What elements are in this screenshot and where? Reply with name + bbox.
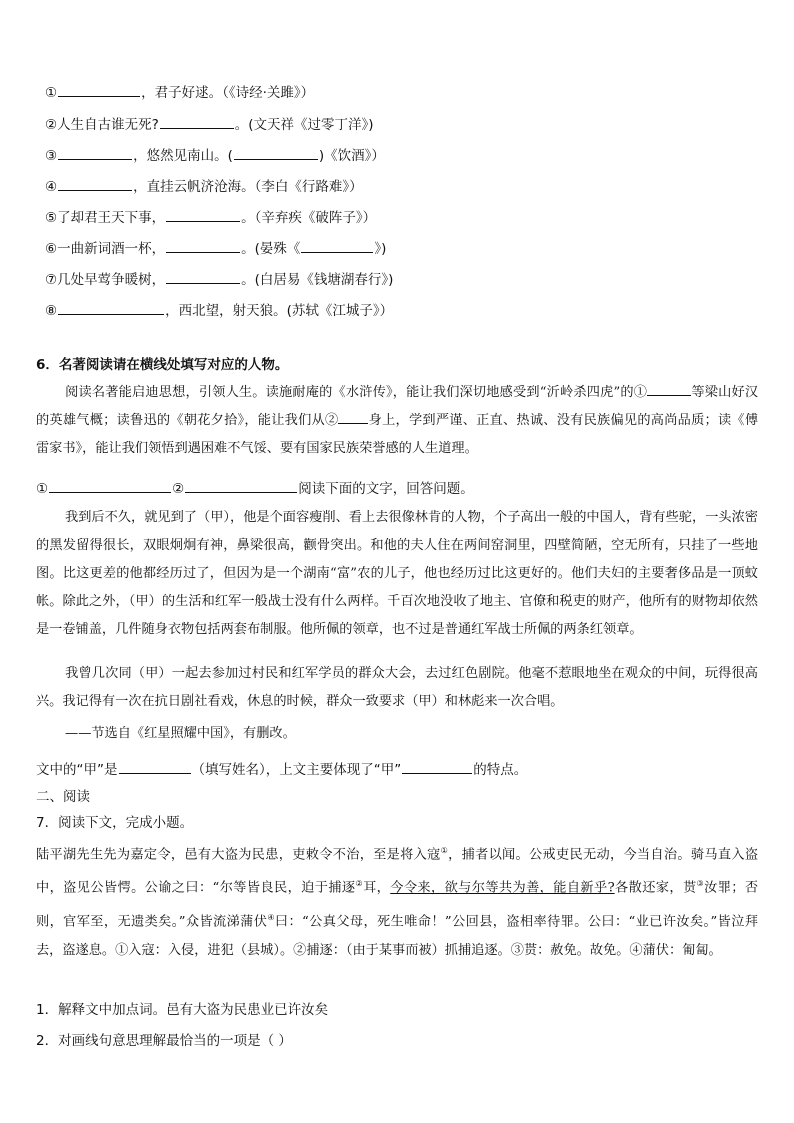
instruction-text: 阅读下面的文字，回答问题。 [298, 481, 474, 497]
poem-suffix: ，直挂云帆济沧海。（李白《行路难》） [133, 179, 363, 195]
answer-blank[interactable] [58, 189, 132, 191]
passage-text: 等梁山好汉的英雄气概；读鲁迅的《朝花夕拾》，能让我们从② [36, 385, 759, 428]
poem-line-4 [45, 175, 363, 195]
question-text: （填写姓名），上文主要体现了“甲” [191, 762, 402, 778]
answer-blank[interactable] [234, 158, 318, 160]
answer-blank[interactable] [119, 772, 191, 774]
answer-label: ② [172, 481, 185, 497]
poem-suffix: 。(文天祥《过零丁洋》) [234, 117, 374, 133]
sub-question-1: 1．解释文中加点词。邑有大盗为民患业已许汝矣 [36, 1002, 329, 1018]
poem-prefix: ⑥一曲新词酒一杯， [45, 241, 166, 257]
poem-line-5 [45, 206, 376, 226]
poem-suffix: 。（辛弃疾《破阵子》） [241, 210, 377, 226]
answer-blank[interactable] [166, 282, 240, 284]
answer-blank[interactable] [160, 127, 234, 129]
underlined-sentence: 今令来，欲与尔等共为善，能自新乎? [390, 880, 615, 896]
answer-label: ① [36, 481, 49, 497]
poem-prefix: ⑦几处早莺争暖树， [45, 272, 166, 288]
poem-prefix: ④ [45, 179, 58, 195]
section-heading: 二、阅读 [36, 789, 90, 805]
poem-suffix-2: 》) [374, 241, 387, 257]
reading-passage-1 [36, 504, 758, 644]
poem-suffix: 。(白居易《钱塘湖春行》) [241, 272, 394, 288]
poem-line-6 [45, 237, 386, 257]
sub-question-2: 2．对画线句意思理解最恰当的一项是（ ） [36, 1033, 292, 1049]
question-6-passage [36, 379, 758, 463]
passage-text: 阅读名著能启迪思想，引领人生。读施耐庵的《水浒传》，能让我们深切地感受到“沂岭杀四虎”的① [65, 385, 648, 400]
poem-prefix: ③ [45, 148, 58, 164]
question-6-title: 6．名著阅读请在横线处填写对应的人物。 [36, 357, 289, 373]
answer-blank[interactable] [58, 95, 140, 97]
question-7-passage [36, 836, 758, 965]
answer-blank[interactable] [166, 220, 240, 222]
answer-blank[interactable] [49, 491, 171, 493]
question-7-title: 7．阅读下文，完成小题。 [36, 815, 194, 831]
answer-blank[interactable] [58, 158, 132, 160]
footnote-mark: ① [440, 846, 449, 855]
question-6-subquestion [36, 758, 527, 778]
poem-prefix: ⑤了却君王天下事， [45, 210, 166, 226]
poem-suffix: ，悠然见南山。( [133, 148, 233, 164]
answer-blank[interactable] [301, 251, 373, 253]
passage-text: 我到后不久，就见到了（甲），他是个面容瘦削、看上去很像林肯的人物，个子高出一般的中国人，背有些驼，一头浓密的黑发留得很长，双眼炯炯有神，鼻梁很高，颧骨突出。和他的夫人住在两间窑洞里，四壁简陋，空无所有，只挂了一些地图。比这更差的他都经历过了，但因为是一个湖南“富”农的儿子，他也经历过比这更好的。他们夫妇的主要奢侈品是一顶蚊帐。除此之外，（甲）的生活和红军一般战士没有什么两样。千百次地没收了地主、官僚和税吏的财产，他所有的财物却依然是一卷铺盖，几件随身衣物包括两套布制服。他所佩的领章，也不过是普通红军战士所佩的两条红领章。 [36, 510, 758, 637]
poem-line-7 [45, 268, 393, 288]
answer-blank[interactable] [166, 251, 240, 253]
passage-text: 耳， [363, 880, 391, 896]
passage-text: 汝罪；否则，官军至，无遗类矣。”众皆流涕蒲伏 [36, 880, 759, 930]
passage-text: 各散还家，贳 [614, 880, 697, 896]
poem-prefix: ⑧ [45, 303, 58, 319]
poem-suffix: ，西北望，射天狼。(苏轼《江城子》） [165, 303, 394, 319]
passage-text: 身上，学到严谨、正直、热诚、没有民族偏见的高尚品质；读《傅雷家书》，能让我们领悟到遇困难不气馁、要有国家民族荣誉感的人生道理。 [36, 413, 759, 456]
poem-prefix: ②人生自古谁无死? [45, 117, 159, 133]
question-text: 的特点。 [473, 762, 528, 778]
passage-text: 曰：“公真父母，死生唯命！”公回县，盗相率待罪。公曰：“业已许汝矣。”皆泣拜去，盗遂息。①入寇：入侵，进犯（县城）。②捕逐：（由于某事而被）抓捕追逐。③贳：赦免。故免。④蒲伏：匍匐。 [36, 914, 759, 959]
poem-suffix: ，君子好逑。（《诗经·关雎》） [141, 85, 315, 101]
answer-blank[interactable] [402, 772, 472, 774]
passage-source [36, 720, 758, 748]
poem-prefix: ① [45, 85, 58, 101]
poem-line-8 [45, 299, 393, 319]
reading-passage-2 [36, 660, 758, 716]
passage-text: 我曾几次同（甲）一起去参加过村民和红军学员的群众大会，去过红色剧院。他毫不惹眼地坐在观众的中间，玩得很高兴。我记得有一次在抗日剧社看戏，休息的时候，群众一致要求（甲）和林彪来一次合唱。 [36, 666, 758, 709]
answer-blank[interactable] [185, 491, 297, 493]
question-6-answer-line [36, 477, 474, 497]
passage-text: 陆平湖先生先为嘉定令，邑有大盗为民患，吏敕令不治，至是将入寇 [36, 847, 441, 863]
poem-line-1 [45, 81, 314, 101]
poem-suffix-2: )《饮酒》） [318, 148, 385, 164]
answer-blank[interactable] [647, 383, 691, 396]
poem-suffix: 。(晏殊《 [241, 241, 301, 257]
poem-line-3 [45, 144, 385, 164]
question-text: 文中的“甲”是 [36, 762, 118, 778]
footnote-mark: ④ [267, 912, 275, 922]
poem-line-2 [45, 113, 374, 133]
footnote-mark: ③ [696, 879, 705, 889]
passage-text: ，捕者以闻。公戒吏民无动，今当自治。骑马直入盗中，盗见公皆愕。公谕之曰：“尔等皆良民，迫于捕逐 [36, 847, 759, 896]
source-text: ——节选自《红星照耀中国》，有删改。 [65, 726, 296, 741]
footnote-mark: ② [355, 879, 364, 889]
answer-blank[interactable] [58, 313, 164, 315]
answer-blank[interactable] [338, 411, 368, 424]
